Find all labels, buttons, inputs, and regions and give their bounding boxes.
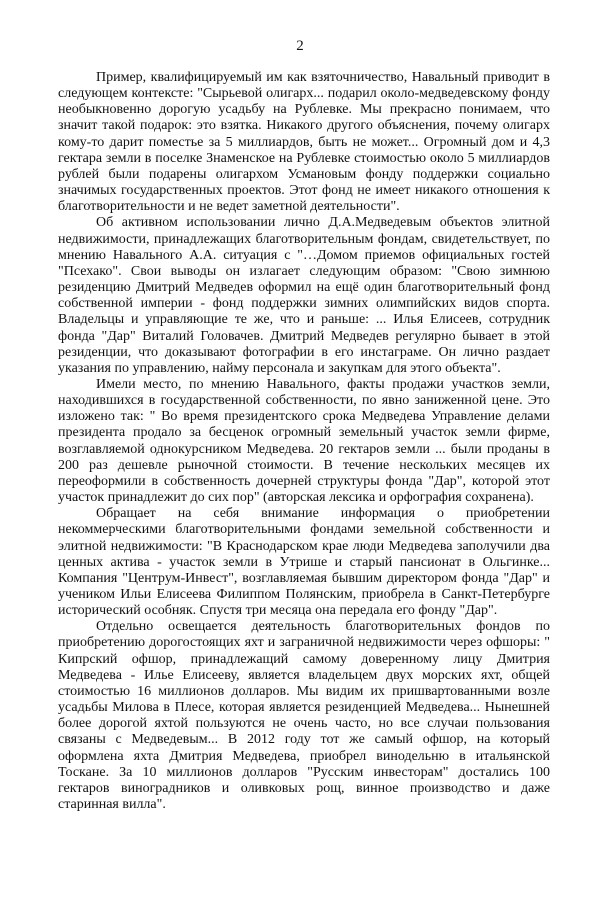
paragraph-3: Имели место, по мнению Навального, факты продажи участков земли, находившихся в государственной собственности, по явно заниженной цене. Это изложено так: " Во время президентского срока Медведева Управление делами президента продало за бесценок огромный земельный участок земли фирме, возглавляемой однокурсником Медведева. 20 гектаров земли ... были проданы в 200 раз дешевле рыночной стоимости. В течение нескольких месяцев их переоформили в собственность дочерней структуры фонда "Дар", которой этот участок принадлежит до сих пор" (авторская лексика и орфография сохранена). — [58, 376, 550, 506]
page-number: 2 — [296, 38, 304, 54]
paragraph-1: Пример, квалифицируемый им как взяточничество, Навальный приводит в следующем контексте: "Сырьевой олигарх... подарил около-медведевскому фонду необыкновенно дорогую усадьбу на Рублевке. Мы прекрасно понимаем, что значит такой подарок: это взятка. Никакого другого объяснения, почему олигарх кому-то дарит поместье за 5 миллиардов, быть не может... Огромный дом и 4,3 гектара земли в поселке Знаменское на Рублевке стоимостью около 5 миллиардов рублей были подарены олигархом Усмановым фонду поддержки социально значимых государственных проектов. Этот фонд не имеет никакого отношения к благотворительности и не ведет заметной деятельности". — [58, 70, 550, 215]
document-body — [58, 70, 550, 813]
paragraph-4: Обращает на себя внимание информация о приобретении некоммерческими благотворительными фондами земельной собственности и элитной недвижимости: "В Краснодарском крае люди Медведева заполучили два ценных актива - участок земли в Утрише и старый пансионат в Ольгинке... Компания "Центрум-Инвест", возглавляемая бывшим директором фонда "Дар" и учеником Ильи Елисеева Филиппом Полянским, приобрела в Санкт-Петербурге исторический особняк. Спустя три месяца она передала его фонду "Дар". — [58, 506, 550, 619]
paragraph-5: Отдельно освещается деятельность благотворительных фондов по приобретению дорогостоящих яхт и заграничной недвижимости через офшоры: " Кипрский офшор, принадлежащий самому доверенному лицу Дмитрия Медведева - Илье Елисееву, является владельцем двух морских яхт, общей стоимостью 16 миллионов долларов. Мы видим их пришвартованными возле усадьбы Милова в Плесе, которая является резиденцией Медведева... Нынешней более дорогой яхтой пользуются не очень часто, но все случаи пользования связаны с Медведевым... В 2012 году тот же самый офшор, на который оформлена яхта Дмитрия Медведева, приобрел винодельню в итальянской Тоскане. За 10 миллионов долларов "Русским инвесторам" достались 100 гектаров виноградников и оливковых рощ, винное производство и даже старинная вилла". — [58, 619, 550, 813]
paragraph-2: Об активном использовании лично Д.А.Медведевым объектов элитной недвижимости, принадлежащих благотворительным фондам, свидетельствует, по мнению Навального А.А. ситуация с "…Домом приемов официальных гостей "Псехако". Свои выводы он излагает следующим образом: "Свою зимнюю резиденцию Дмитрий Медведев оформил на ещё один благотворительный фонд собственной империи - фонд поддержки зимних олимпийских видов спорта. Владельцы и управляющие те же, что и раньше: ... Илья Елисеев, сотрудник фонда "Дар" Виталий Головачев. Дмитрий Медведев регулярно бывает в этой резиденции, что доказывают фотографии в его инстаграме. Он лично раздает указания по управлению, найму персонала и закупкам для этого объекта". — [58, 215, 550, 376]
